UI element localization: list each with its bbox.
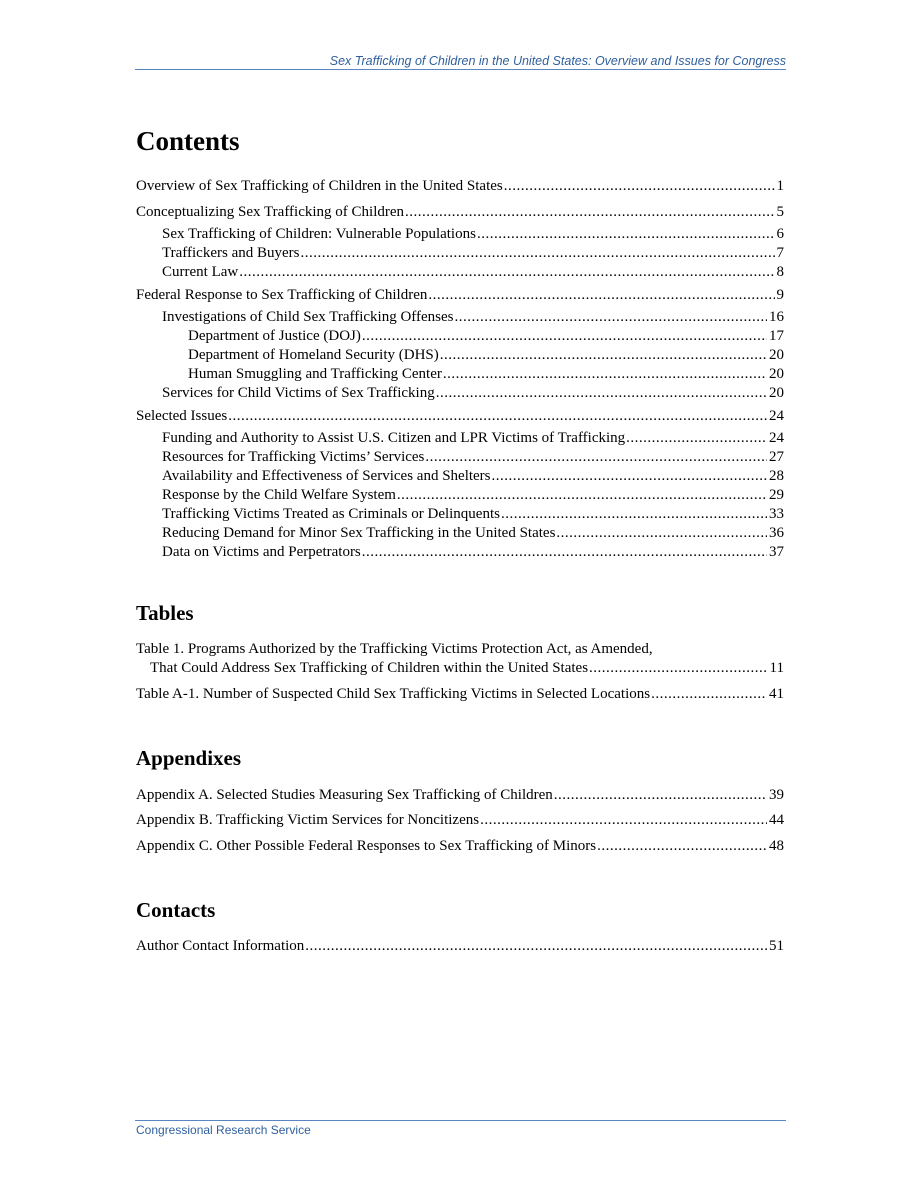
dot-leader — [436, 384, 767, 403]
toc-entry[interactable] — [136, 286, 784, 305]
appendixes-heading: Appendixes — [136, 746, 242, 770]
toc-page-number: 48 — [769, 838, 784, 854]
toc-entry-label: Trafficking Victims Treated as Criminals or Delinquents — [162, 506, 500, 522]
dot-leader — [477, 225, 775, 244]
dot-leader — [405, 203, 774, 222]
toc-entry-first-line[interactable]: Table 1. Programs Authorized by the Trafficking Victims Protection Act, as Amended, — [136, 641, 653, 657]
toc-entry-label: Reducing Demand for Minor Sex Trafficking in the United States — [162, 525, 556, 541]
toc-page-number: 20 — [769, 347, 784, 363]
toc-page-number: 5 — [776, 204, 784, 220]
dot-leader — [651, 685, 767, 704]
toc-page-number: 8 — [776, 264, 784, 280]
toc-entry[interactable] — [162, 384, 784, 403]
toc-page-number: 28 — [769, 468, 784, 484]
toc-page-number: 37 — [769, 544, 784, 560]
toc-page-number: 24 — [769, 430, 784, 446]
dot-leader — [501, 505, 767, 524]
toc-entry[interactable] — [136, 937, 784, 956]
toc-page-number: 7 — [776, 245, 784, 261]
dot-leader — [397, 486, 767, 505]
toc-entry-label: Resources for Trafficking Victims’ Services — [162, 449, 425, 465]
toc-page-number: 20 — [769, 366, 784, 382]
toc-page-number: 9 — [776, 287, 784, 303]
toc-entry-label: Sex Trafficking of Children: Vulnerable Populations — [162, 226, 476, 242]
toc-entry-label: Traffickers and Buyers — [162, 245, 300, 261]
dot-leader — [362, 543, 767, 562]
toc-entry[interactable] — [136, 177, 784, 196]
toc-page-number: 29 — [769, 487, 784, 503]
toc-entry[interactable] — [136, 811, 784, 830]
toc-entry-label: Table A-1. Number of Suspected Child Sex Trafficking Victims in Selected Locations — [136, 686, 651, 702]
toc-entry-label: Appendix A. Selected Studies Measuring Sex Trafficking of Children — [136, 787, 553, 803]
toc-entry[interactable] — [162, 543, 784, 562]
dot-leader — [492, 467, 767, 486]
toc-page-number: 44 — [769, 812, 784, 828]
dot-leader — [589, 659, 768, 678]
dot-leader — [443, 365, 767, 384]
contacts-heading: Contacts — [136, 898, 216, 922]
toc-entry[interactable] — [162, 263, 784, 282]
toc-entry[interactable] — [162, 429, 784, 448]
toc-entry[interactable] — [162, 467, 784, 486]
toc-entry-label: Appendix B. Trafficking Victim Services for Noncitizens — [136, 812, 480, 828]
toc-page-number: 36 — [769, 525, 784, 541]
toc-entry[interactable] — [136, 407, 784, 426]
dot-leader — [504, 177, 775, 196]
dot-leader — [305, 937, 767, 956]
toc-page-number: 16 — [769, 309, 784, 325]
toc-page-number: 39 — [769, 787, 784, 803]
dot-leader — [554, 786, 767, 805]
toc-entry-label: Data on Victims and Perpetrators — [162, 544, 361, 560]
toc-page-number: 41 — [769, 686, 784, 702]
running-footer: Congressional Research Service — [136, 1123, 311, 1137]
toc-entry[interactable] — [136, 837, 784, 856]
toc-entry-label: Funding and Authority to Assist U.S. Citizen and LPR Victims of Trafficking — [162, 430, 626, 446]
toc-page-number: 1 — [776, 178, 784, 194]
contents-heading: Contents — [136, 126, 240, 156]
toc-entry[interactable] — [162, 486, 784, 505]
toc-entry[interactable] — [136, 203, 784, 222]
toc-page-number: 20 — [769, 385, 784, 401]
toc-entry[interactable] — [162, 308, 784, 327]
toc-page-number: 33 — [769, 506, 784, 522]
toc-entry-label: Services for Child Victims of Sex Trafficking — [162, 385, 435, 401]
toc-entry-label: Investigations of Child Sex Trafficking Offenses — [162, 309, 454, 325]
toc-entry-label: Response by the Child Welfare System — [162, 487, 396, 503]
dot-leader — [425, 448, 767, 467]
running-header: Sex Trafficking of Children in the United States: Overview and Issues for Congress — [329, 54, 786, 68]
header-rule — [135, 69, 786, 70]
toc-entry[interactable] — [162, 524, 784, 543]
toc-entry[interactable] — [150, 659, 784, 678]
toc-page-number: 17 — [769, 328, 784, 344]
toc-entry-label: Human Smuggling and Trafficking Center — [188, 366, 442, 382]
toc-entry[interactable] — [162, 225, 784, 244]
dot-leader — [597, 837, 767, 856]
dot-leader — [428, 286, 774, 305]
toc-entry[interactable] — [136, 685, 784, 704]
dot-leader — [480, 811, 767, 830]
toc-entry[interactable] — [162, 244, 784, 263]
toc-page-number: 51 — [769, 938, 784, 954]
toc-entry-label: Conceptualizing Sex Trafficking of Children — [136, 204, 405, 220]
toc-entry-label: Appendix C. Other Possible Federal Responses to Sex Trafficking of Minors — [136, 838, 597, 854]
toc-entry[interactable] — [162, 505, 784, 524]
toc-page-number: 6 — [776, 226, 784, 242]
toc-page-number: 27 — [769, 449, 784, 465]
toc-entry-label: Selected Issues — [136, 408, 228, 424]
dot-leader — [626, 429, 767, 448]
dot-leader — [440, 346, 767, 365]
toc-entry-label: Department of Homeland Security (DHS) — [188, 347, 439, 363]
toc-entry-label: Federal Response to Sex Trafficking of Children — [136, 287, 428, 303]
toc-entry-label: That Could Address Sex Trafficking of Children within the United States — [150, 660, 589, 676]
toc-entry-label: Department of Justice (DOJ) — [188, 328, 361, 344]
dot-leader — [239, 263, 774, 282]
toc-entry-label: Overview of Sex Trafficking of Children in the United States — [136, 178, 503, 194]
toc-entry[interactable] — [162, 448, 784, 467]
dot-leader — [300, 244, 774, 263]
toc-page-number: 24 — [769, 408, 784, 424]
tables-heading: Tables — [136, 601, 194, 625]
dot-leader — [556, 524, 767, 543]
toc-entry[interactable] — [188, 365, 784, 384]
toc-entry-label: Availability and Effectiveness of Services and Shelters — [162, 468, 491, 484]
toc-entry[interactable] — [188, 346, 784, 365]
dot-leader — [455, 308, 767, 327]
toc-entry-label: Current Law — [162, 264, 239, 280]
footer-rule — [135, 1120, 786, 1121]
toc-page-number: 11 — [769, 660, 784, 676]
toc-entry-label: Author Contact Information — [136, 938, 305, 954]
toc-entry[interactable] — [188, 327, 784, 346]
dot-leader — [362, 327, 767, 346]
dot-leader — [228, 407, 767, 426]
toc-entry[interactable] — [136, 786, 784, 805]
